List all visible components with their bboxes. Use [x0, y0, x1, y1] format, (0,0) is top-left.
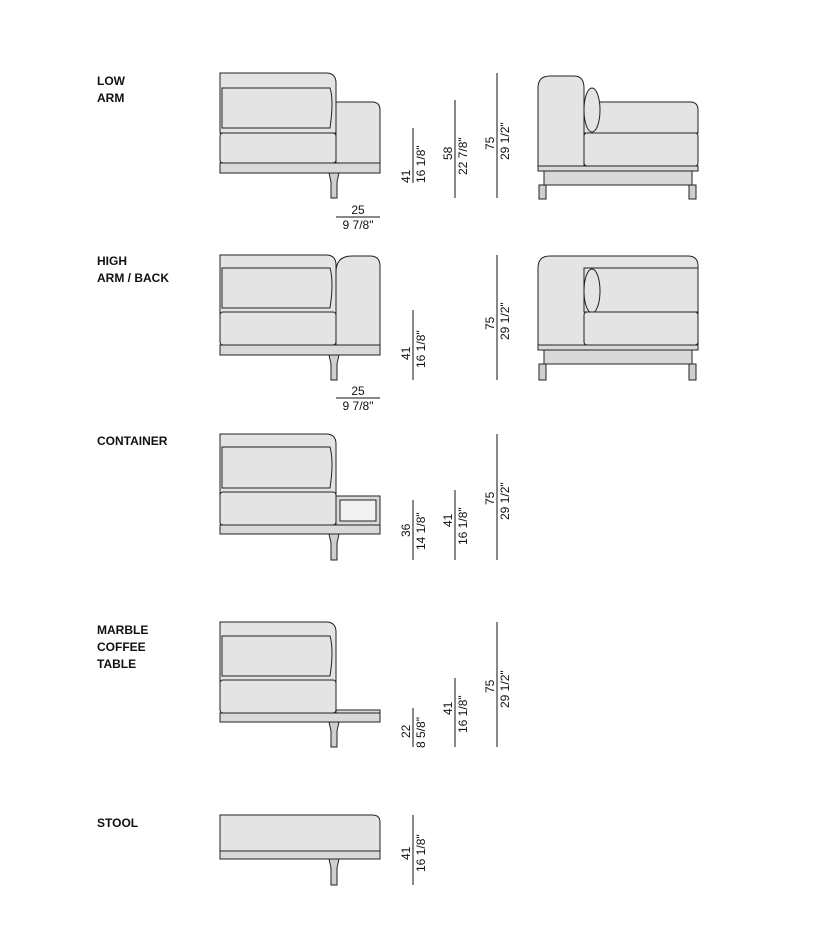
leg	[329, 534, 339, 560]
dim-value-in: 16 1/8"	[414, 834, 428, 872]
dim-value: 58	[441, 146, 455, 160]
section-high-arm-back	[97, 254, 698, 413]
label-line: CONTAINER	[97, 434, 168, 448]
label-line: TABLE	[97, 657, 137, 671]
height-dimension-75	[483, 255, 512, 380]
label-line: ARM	[97, 91, 125, 105]
dim-value: 41	[399, 846, 413, 860]
dim-value-in: 9 7/8"	[342, 218, 374, 232]
section-stool	[97, 815, 428, 885]
leg	[539, 185, 546, 199]
arm-width-dimension	[336, 384, 380, 413]
sofa-front-view	[538, 256, 698, 380]
base-frame	[220, 525, 380, 534]
dim-value-in: 16 1/8"	[414, 145, 428, 183]
height-dimension-75	[483, 434, 512, 560]
dim-value: 75	[483, 136, 497, 150]
dim-value-in: 22 7/8"	[456, 137, 470, 175]
base-rail	[538, 166, 698, 171]
dim-value: 25	[351, 384, 365, 398]
container-opening	[340, 500, 376, 521]
inner-back	[584, 268, 698, 312]
height-dimension-36	[399, 500, 428, 560]
leg	[329, 173, 339, 198]
dim-value: 41	[441, 701, 455, 715]
dim-value: 36	[399, 523, 413, 537]
dim-value-in: 9 7/8"	[342, 399, 374, 413]
base-frame	[220, 713, 380, 722]
back-pillow	[222, 447, 332, 488]
base-frame	[220, 345, 380, 355]
section-container	[97, 434, 512, 560]
dim-value: 41	[441, 513, 455, 527]
seat-cushion	[220, 680, 336, 713]
dim-value: 75	[483, 679, 497, 693]
seat-cushion	[220, 312, 336, 345]
sofa-side-view	[220, 73, 380, 198]
height-dimension-41	[441, 490, 470, 560]
height-dimension-75	[483, 73, 512, 198]
seat-cushion	[584, 133, 698, 166]
base-frame	[220, 851, 380, 859]
leg	[329, 355, 339, 380]
sofa-side-view	[220, 622, 380, 747]
height-dimension-41	[399, 128, 428, 183]
dim-value-in: 16 1/8"	[456, 507, 470, 545]
base-frame	[544, 350, 692, 364]
high-arm	[336, 256, 380, 345]
label-line: STOOL	[97, 816, 139, 830]
height-dimension-41	[399, 310, 428, 380]
dim-value-in: 29 1/2"	[498, 670, 512, 708]
dim-value-in: 16 1/8"	[456, 695, 470, 733]
dim-value: 41	[399, 346, 413, 360]
dim-value-in: 8 5/8"	[414, 717, 428, 748]
low-arm	[336, 102, 380, 163]
leg	[329, 722, 339, 747]
dim-value-in: 16 1/8"	[414, 330, 428, 368]
stool-cushion	[220, 815, 380, 851]
label-line: ARM / BACK	[97, 271, 169, 285]
back-pillow	[222, 268, 332, 308]
label-line: MARBLE	[97, 623, 149, 637]
section-low-arm	[97, 73, 698, 232]
dim-value-in: 29 1/2"	[498, 482, 512, 520]
section-marble-coffee-table	[97, 622, 512, 748]
backrest	[538, 76, 584, 168]
sofa-side-view	[220, 255, 380, 380]
leg	[329, 859, 339, 885]
dim-value-in: 29 1/2"	[498, 122, 512, 160]
seat-cushion	[220, 133, 336, 163]
dim-value: 75	[483, 491, 497, 505]
stool-side-view	[220, 815, 380, 885]
label-line: COFFEE	[97, 640, 146, 654]
seat-cushion	[584, 312, 698, 345]
side-pillow	[584, 88, 600, 132]
back-pillow	[222, 636, 332, 676]
dim-value: 22	[399, 724, 413, 738]
dim-value: 41	[399, 169, 413, 183]
leg	[689, 364, 696, 380]
leg	[689, 185, 696, 199]
base-rail	[538, 345, 698, 350]
label-line: LOW	[97, 74, 125, 88]
sofa-front-view	[538, 76, 698, 199]
label-line: HIGH	[97, 254, 127, 268]
height-dimension-22	[399, 708, 428, 748]
base-frame	[220, 163, 380, 173]
dim-value: 25	[351, 203, 365, 217]
height-dimension-58	[441, 100, 470, 198]
base-frame	[544, 171, 692, 185]
sofa-side-view	[220, 434, 380, 560]
dim-value-in: 14 1/8"	[414, 512, 428, 550]
height-dimension-75	[483, 622, 512, 747]
dim-value: 75	[483, 316, 497, 330]
side-pillow	[584, 269, 600, 313]
seat-cushion	[220, 492, 336, 525]
arm-width-dimension	[336, 203, 380, 232]
back-pillow	[222, 88, 332, 128]
height-dimension-41	[441, 678, 470, 747]
height-dimension-41	[399, 815, 428, 885]
back-section	[584, 102, 698, 133]
dim-value-in: 29 1/2"	[498, 302, 512, 340]
leg	[539, 364, 546, 380]
